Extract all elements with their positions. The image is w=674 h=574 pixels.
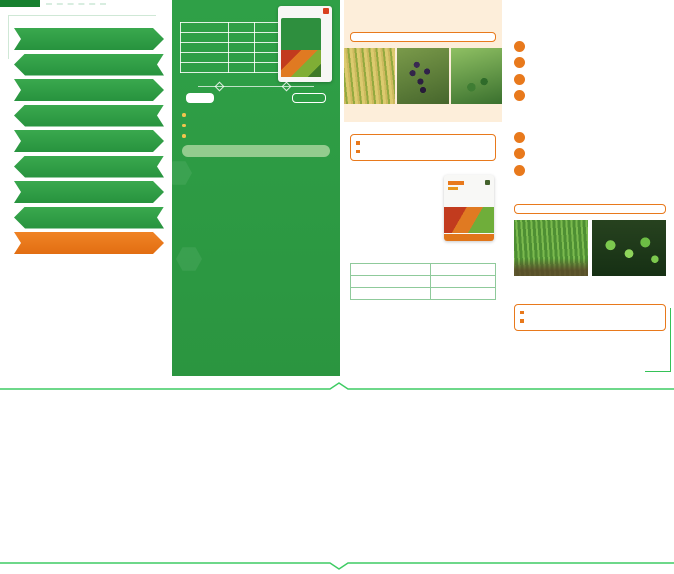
bullet-dot-icon: [182, 113, 186, 117]
list-item: [514, 131, 666, 143]
cell: [351, 288, 431, 300]
features-list: [180, 111, 332, 138]
cell: [181, 63, 229, 73]
product-series-list: [14, 28, 160, 254]
cell: [229, 53, 255, 63]
list-item: [182, 132, 330, 138]
cell: [430, 276, 495, 288]
usage-heading: [514, 107, 666, 125]
number-badge: [514, 90, 525, 101]
usage-list: [514, 131, 666, 176]
bag-title-bar: [448, 181, 464, 185]
cell: [351, 264, 431, 276]
vegetable-print: [444, 207, 494, 233]
cell: [229, 23, 255, 33]
pepper-plants-photo: [451, 48, 502, 104]
list-item: [514, 90, 666, 102]
list-item: [182, 111, 330, 117]
application-range-heading: [514, 182, 666, 200]
panel-company-profile: [0, 0, 168, 376]
list-item: [514, 40, 666, 52]
separator-chevron-down: [0, 560, 674, 574]
bag-bottom-strip: [444, 234, 494, 241]
precautions-box: [514, 304, 666, 331]
cell: [229, 43, 255, 53]
green-sprouts-photo: [592, 220, 666, 276]
bio-fertilizer-bag-photo: [444, 175, 494, 241]
bullet-dot-icon: [182, 124, 186, 128]
series-ribbon-09: [14, 232, 164, 254]
rice-field-photo: [344, 48, 395, 104]
table-row: [351, 276, 496, 288]
panel-bio-details: [506, 0, 674, 376]
series-ribbon-06: [14, 156, 164, 178]
application-range-box: [350, 32, 496, 42]
brand-logo-icon: [485, 180, 490, 185]
top-accent-bar: [0, 0, 40, 7]
application-range-heading: [350, 10, 496, 28]
separator-chevron-up: [0, 381, 674, 393]
panel-bio-organic: [344, 0, 502, 376]
cell: [254, 53, 280, 63]
precautions-box: [350, 134, 496, 161]
cell: [254, 33, 280, 43]
cell: [430, 264, 495, 276]
series-ribbon-07: [14, 181, 164, 203]
application-range-box: [514, 204, 666, 214]
diamond-node-icon: [215, 81, 225, 91]
bullet-square-icon: [520, 319, 524, 323]
bag-subtitle-bar: [448, 187, 458, 190]
list-item: [356, 139, 490, 145]
list-item: [514, 164, 666, 176]
list-item: [356, 148, 490, 154]
series-ribbon-03: [14, 79, 164, 101]
series-ribbon-01: [14, 28, 164, 50]
features-pill-zh: [186, 93, 214, 103]
cell: [181, 53, 229, 63]
cell: [351, 276, 431, 288]
cell: [254, 63, 280, 73]
bio-organic-heading: [350, 175, 496, 241]
precautions-heading: [350, 112, 496, 130]
bullet-dot-icon: [182, 134, 186, 138]
cell: [430, 288, 495, 300]
crop-photos: [344, 48, 502, 104]
series-ribbon-05: [14, 130, 164, 152]
product-description: [0, 393, 674, 557]
brand-logo-icon: [323, 8, 329, 14]
cell: [254, 43, 280, 53]
series-ribbon-04: [14, 105, 164, 127]
panel-organic-fertilizer: [172, 0, 340, 376]
cell: [229, 33, 255, 43]
bag-front-panel: [281, 18, 321, 77]
bullet-square-icon: [356, 150, 360, 154]
features-heading: [180, 93, 332, 103]
list-item: [182, 122, 330, 128]
hexagon-decoration: [172, 160, 192, 186]
bio-spec-heading: [350, 241, 496, 259]
vegetable-print: [281, 50, 321, 77]
list-item: [520, 309, 660, 315]
diamond-node-icon: [282, 81, 292, 91]
dashed-accent: [46, 3, 106, 5]
green-line-decoration: [645, 308, 671, 372]
list-item: [520, 317, 660, 323]
features-heading: [514, 16, 666, 34]
series-ribbon-02: [14, 54, 164, 76]
number-badge: [514, 74, 525, 85]
feature-connector: [180, 81, 332, 91]
grass-seedlings-photo: [514, 220, 588, 276]
cell: [181, 23, 229, 33]
number-badge: [514, 57, 525, 68]
grapes-photo: [397, 48, 448, 104]
list-item: [514, 73, 666, 85]
usage-instructions-box: [182, 145, 330, 157]
cell: [254, 23, 280, 33]
number-badge: [514, 41, 525, 52]
bullet-square-icon: [520, 311, 524, 315]
list-item: [514, 57, 666, 69]
features-pill-en: [292, 93, 326, 103]
list-item: [514, 148, 666, 160]
series-ribbon-08: [14, 207, 164, 229]
organic-fertilizer-bag-photo: [278, 6, 332, 82]
number-badge: [514, 165, 525, 176]
hexagon-decoration: [176, 246, 202, 272]
cell: [181, 43, 229, 53]
table-row: [351, 288, 496, 300]
features-list: [514, 40, 666, 101]
cell: [181, 33, 229, 43]
number-badge: [514, 148, 525, 159]
crop-photos: [514, 220, 666, 276]
precautions-heading: [514, 282, 666, 300]
table-row: [351, 264, 496, 276]
number-badge: [514, 132, 525, 143]
cell: [229, 63, 255, 73]
bio-spec-table: [350, 263, 496, 300]
bullet-square-icon: [356, 141, 360, 145]
